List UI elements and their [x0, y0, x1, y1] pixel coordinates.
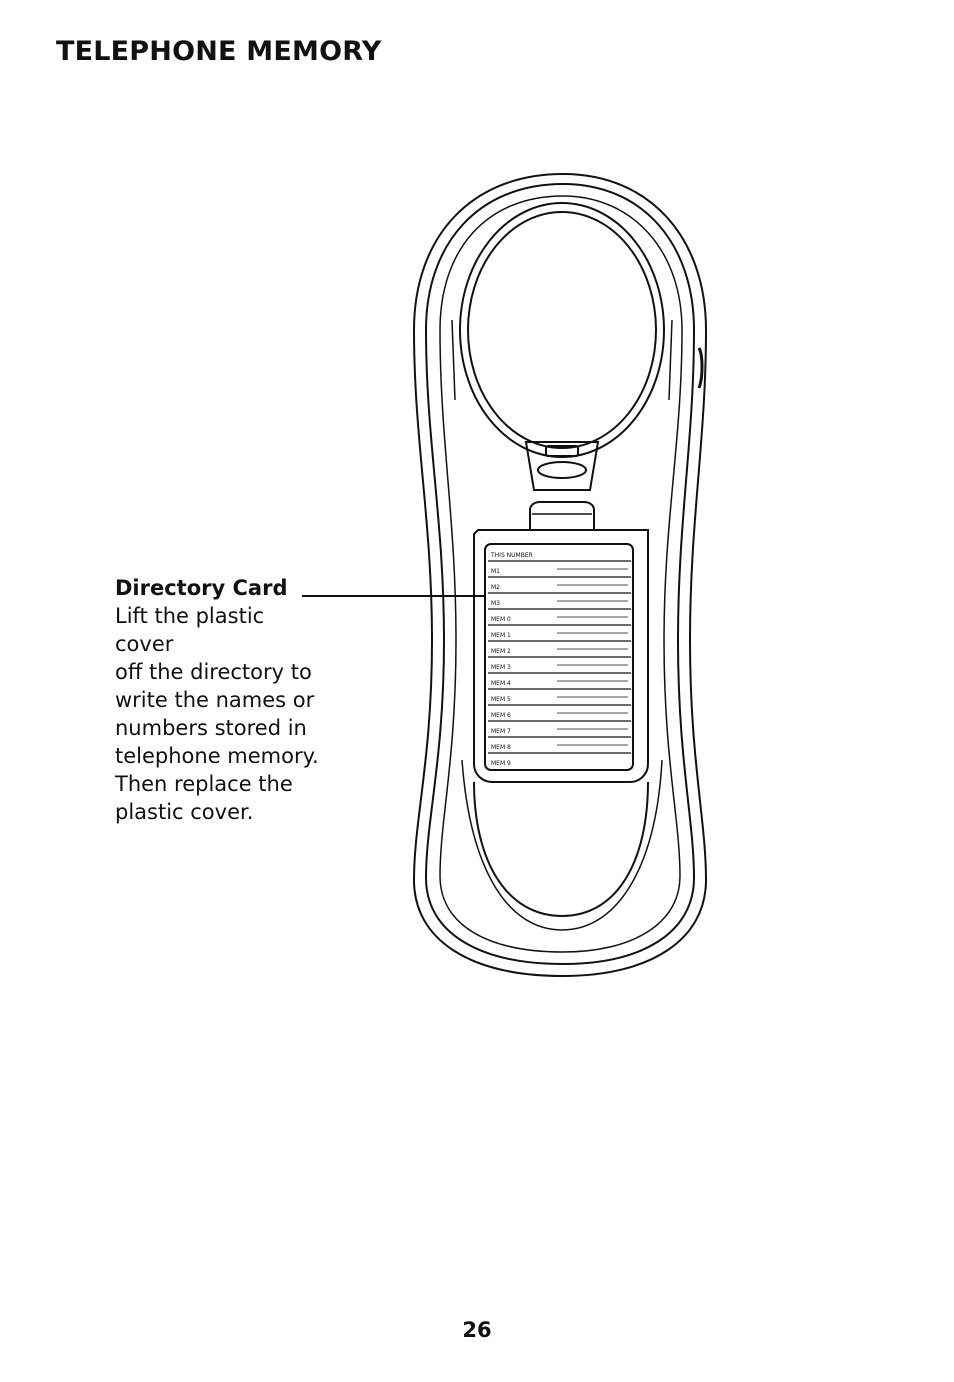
card-row-label: MEM 0 [491, 616, 511, 623]
handset-contour-line [440, 196, 682, 952]
card-row-label: M2 [491, 584, 500, 591]
card-row-label: MEM 6 [491, 712, 511, 719]
handset-outer-outline [414, 174, 706, 976]
card-row-label: MEM 3 [491, 664, 511, 671]
page-title: TELEPHONE MEMORY [56, 36, 382, 67]
card-row-label: M3 [491, 600, 500, 607]
card-row-label: MEM 5 [491, 696, 511, 703]
card-row-label: MEM 9 [491, 760, 511, 767]
callout-heading: Directory Card [115, 576, 288, 600]
mouthpiece-outline [474, 782, 648, 916]
card-row-label: MEM 8 [491, 744, 511, 751]
side-button [699, 348, 702, 388]
page-number: 26 [462, 1318, 492, 1342]
card-row-label: THIS NUMBER [491, 552, 533, 559]
card-tab [530, 502, 594, 530]
card-row-label: MEM 2 [491, 648, 511, 655]
earpiece-outer [460, 203, 664, 457]
directory-card-lines [488, 561, 631, 753]
hook-switch [526, 442, 598, 490]
earpiece-inner [468, 212, 656, 448]
card-row-label: MEM 7 [491, 728, 511, 735]
card-row-label: MEM 4 [491, 680, 511, 687]
card-row-label: M1 [491, 568, 500, 575]
card-row-label: MEM 1 [491, 632, 511, 639]
callout-body: Lift the plastic cover off the directory to write the names or numbers stored in telephone memory. Then replace the plastic cover. [115, 604, 319, 824]
